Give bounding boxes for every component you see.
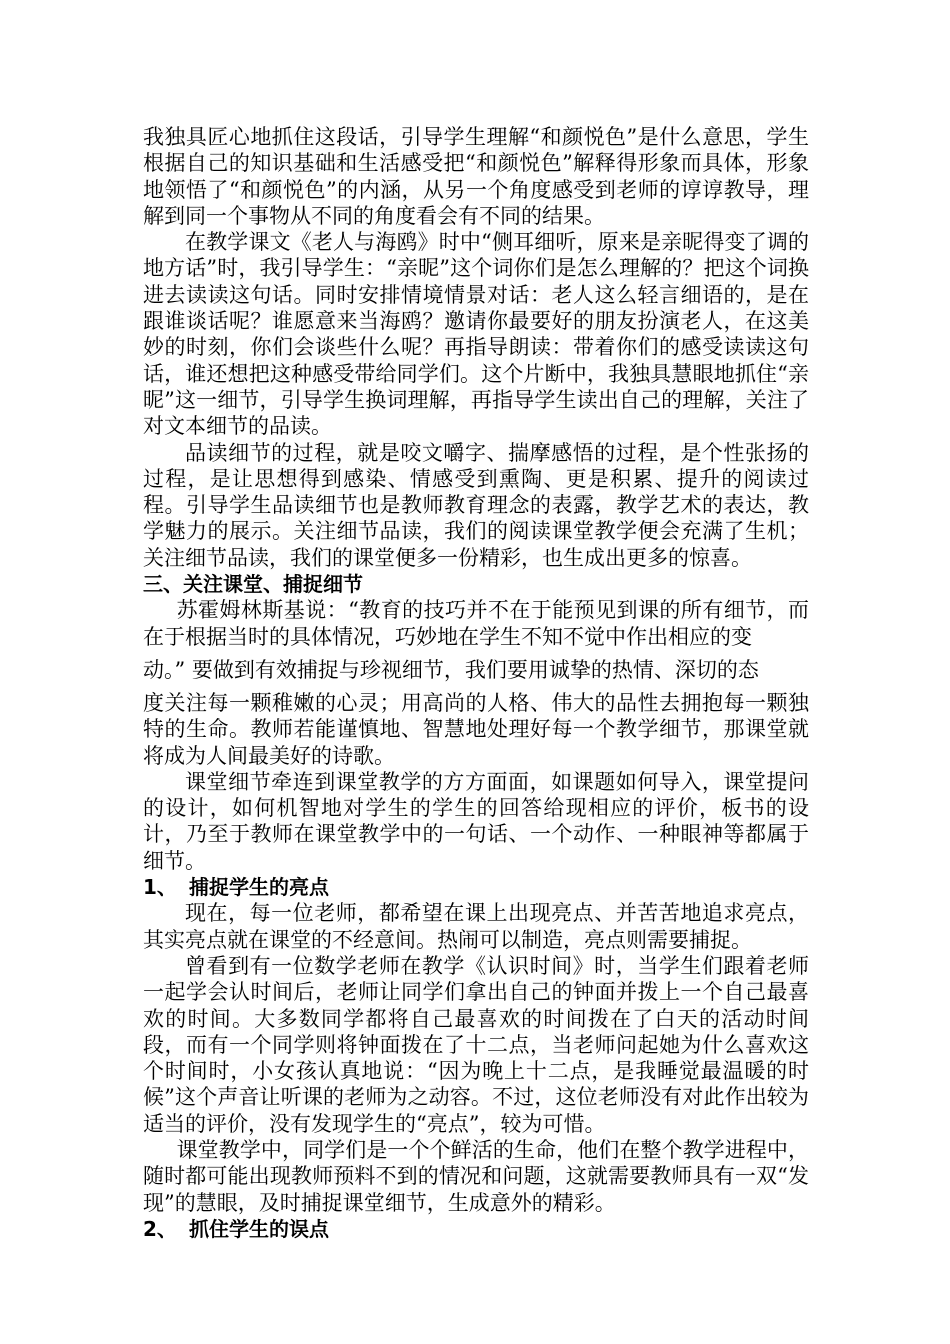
subheading-2-number: 2、 [143, 1216, 177, 1241]
paragraph-5: 课堂细节牵连到课堂教学的方方面面，如课题如何导入，课堂提问的设计，如何机智地对学生的学生的回答给现相应的评价，板书的设计，乃至于教师在课堂教学中的一句话、一个动作、一种眼神等都属于细节。 [143, 769, 809, 873]
section-heading-3: 三、关注课堂、捕捉细节 [143, 572, 363, 597]
paragraph-4-part-1: 苏霍姆林斯基说：“教育的技巧并不在于能预见到课的所有细节，而在于根据当时的具体情况，巧妙地在学生不知不觉中作出相应的变 [143, 598, 809, 649]
paragraph-3: 品读细节的过程，就是咬文嚼字、揣摩感悟的过程，是个性张扬的过程，是让思想得到感染、情感受到熏陶、更是积累、提升的阅读过程。引导学生品读细节也是教师教育理念的表露，教学艺术的表达，教学魅力的展示。关注细节品读，我们的阅读课堂教学便会充满了生机；关注细节品读，我们的课堂便多一份精彩，也生成出更多的惊喜。 [143, 440, 809, 570]
subheading-2 [143, 1216, 809, 1242]
paragraph-4-part-3: 度关注每一颗稚嫩的心灵；用高尚的人格、伟大的品性去拥抱每一颗独特的生命。教师若能谨慎地、智慧地处理好每一个教学细节，那课堂就将成为人间最美好的诗歌。 [143, 690, 809, 768]
subheading-1-number: 1、 [143, 875, 177, 900]
subheading-2-title: 抓住学生的误点 [189, 1216, 329, 1241]
document-page [143, 124, 809, 1242]
paragraph-4-part-2: 动。” 要做到有效捕捉与珍视细节，我们要用诚挚的热情、深切的态 [143, 657, 759, 682]
subheading-1 [143, 874, 809, 900]
paragraph-7: 曾看到有一位数学老师在教学《认识时间》时，当学生们跟着老师一起学会认时间后，老师让同学们拿出自己的钟面并拨上一个自己最喜欢的时间。大多数同学都将自己最喜欢的时间拨在了白天的活动时间段，而有一个同学则将钟面拨在了十二点，当老师问起她为什么喜欢这个时间时，小女孩认真地说：“因为晚上十二点，是我睡觉最温暖的时候”这个声音让听课的老师为之动容。不过，这位老师没有对此作出较为适当的评价，没有发现学生的“亮点”，较为可惜。 [143, 953, 809, 1136]
paragraph-6: 现在，每一位老师，都希望在课上出现亮点、并苦苦地追求亮点，其实亮点就在课堂的不经意间。热闹可以制造，亮点则需要捕捉。 [143, 901, 809, 952]
paragraph-8: 课堂教学中，同学们是一个个鲜活的生命，他们在整个教学进程中，随时都可能出现教师预料不到的情况和问题，这就需要教师具有一双“发现”的慧眼，及时捕捉课堂细节，生成意外的精彩。 [143, 1137, 809, 1215]
paragraph-2: 在教学课文《老人与海鸥》时中“侧耳细听，原来是亲昵得变了调的地方话”时，我引导学生：“亲昵”这个词你们是怎么理解的？把这个词换进去读读这句话。同时安排情境情景对话：老人这么轻言细语的，是在跟谁谈话呢？谁愿意来当海鸥？邀请你最要好的朋友扮演老人，在这美妙的时刻，你们会谈些什么呢？再指导朗读：带着你们的感受读读这句话，谁还想把这种感受带给同学们。这个片断中，我独具慧眼地抓住“亲昵”这一细节，引导学生换词理解，再指导学生读出自己的理解，关注了对文本细节的品读。 [143, 230, 809, 439]
subheading-1-title: 捕捉学生的亮点 [189, 875, 329, 900]
paragraph-1: 我独具匠心地抓住这段话，引导学生理解“和颜悦色”是什么意思，学生根据自己的知识基础和生活感受把“和颜悦色”解释得形象而具体，形象地领悟了“和颜悦色”的内涵，从另一个角度感受到老师的谆谆教导，理解到同一个事物从不同的角度看会有不同的结果。 [143, 125, 809, 228]
